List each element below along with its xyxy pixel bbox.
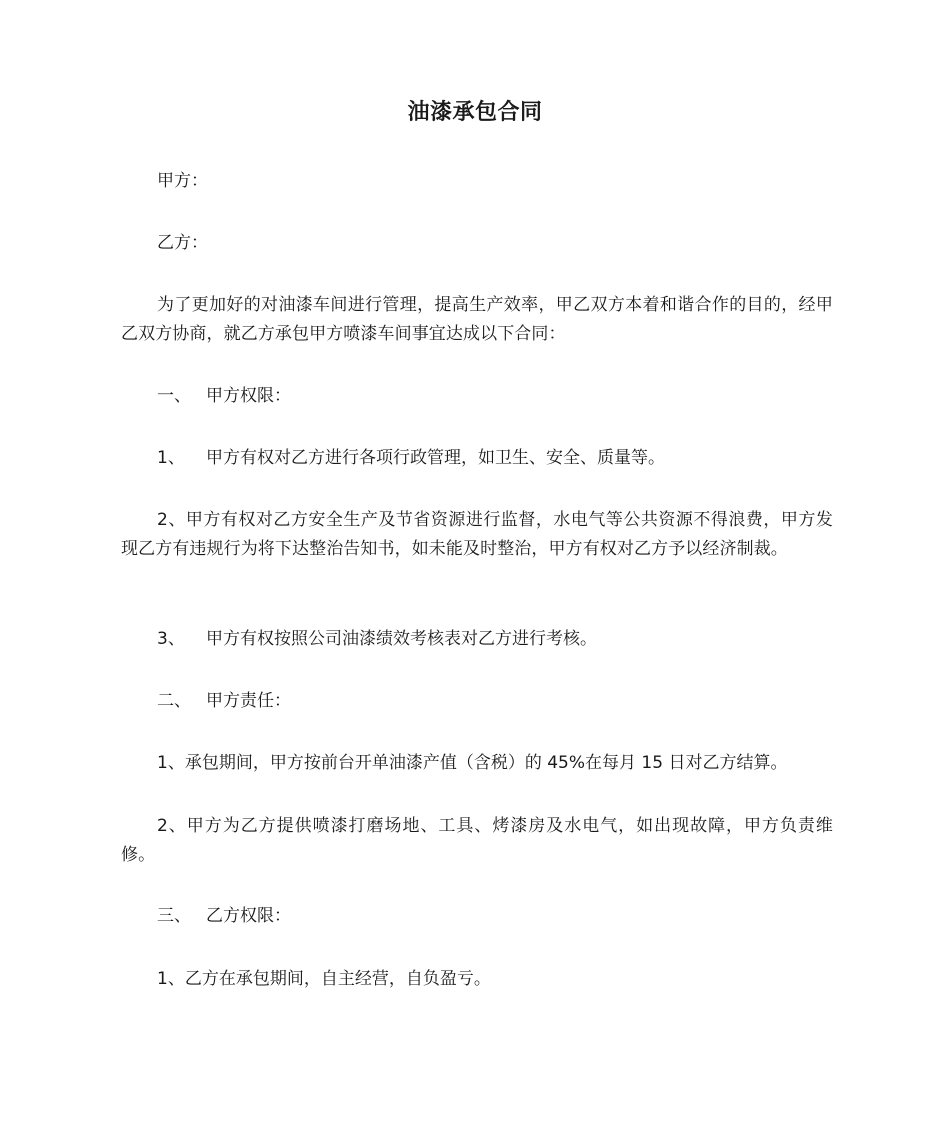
section-2-title: 甲方责任： xyxy=(206,691,291,711)
party-a-line: 甲方： xyxy=(157,171,208,191)
section-3-heading xyxy=(157,902,291,931)
section-1-heading xyxy=(157,382,291,411)
section-1-item-1 xyxy=(157,444,665,473)
section-3-number: 三、 xyxy=(157,906,191,926)
section-3-title: 乙方权限： xyxy=(206,906,291,926)
section-2-item-2: 2、甲方为乙方提供喷漆打磨场地、工具、烤漆房及水电气，如出现故障，甲方负责维修。 xyxy=(121,816,833,865)
intro-paragraph: 为了更加好的对油漆车间进行管理，提高生产效率，甲乙双方本着和谐合作的目的，经甲乙双方协商，就乙方承包甲方喷漆车间事宜达成以下合同： xyxy=(121,295,833,344)
section-1-item-3-number: 3、 xyxy=(157,629,185,649)
section-1-item-3 xyxy=(157,625,597,654)
section-2-number: 二、 xyxy=(157,691,191,711)
section-2-heading xyxy=(157,687,291,716)
document-title: 油漆承包合同 xyxy=(407,100,543,125)
section-1-title: 甲方权限： xyxy=(206,386,291,406)
section-1-item-1-number: 1、 xyxy=(157,448,185,468)
section-1-item-3-text: 甲方有权按照公司油漆绩效考核表对乙方进行考核。 xyxy=(206,629,597,649)
section-1-item-1-text: 甲方有权对乙方进行各项行政管理，如卫生、安全、质量等。 xyxy=(206,448,665,468)
section-1-item-2: 2、甲方有权对乙方安全生产及节省资源进行监督，水电气等公共资源不得浪费，甲方发现乙方有违规行为将下达整治告知书，如未能及时整治，甲方有权对乙方予以经济制裁。 xyxy=(121,510,833,559)
section-2-item-1: 1、承包期间，甲方按前台开单油漆产值（含税）的 45%在每月 15 日对乙方结算。 xyxy=(157,753,788,773)
party-b-line: 乙方： xyxy=(157,233,208,253)
section-1-number: 一、 xyxy=(157,386,191,406)
section-3-item-1: 1、乙方在承包期间，自主经营，自负盈亏。 xyxy=(157,969,491,989)
